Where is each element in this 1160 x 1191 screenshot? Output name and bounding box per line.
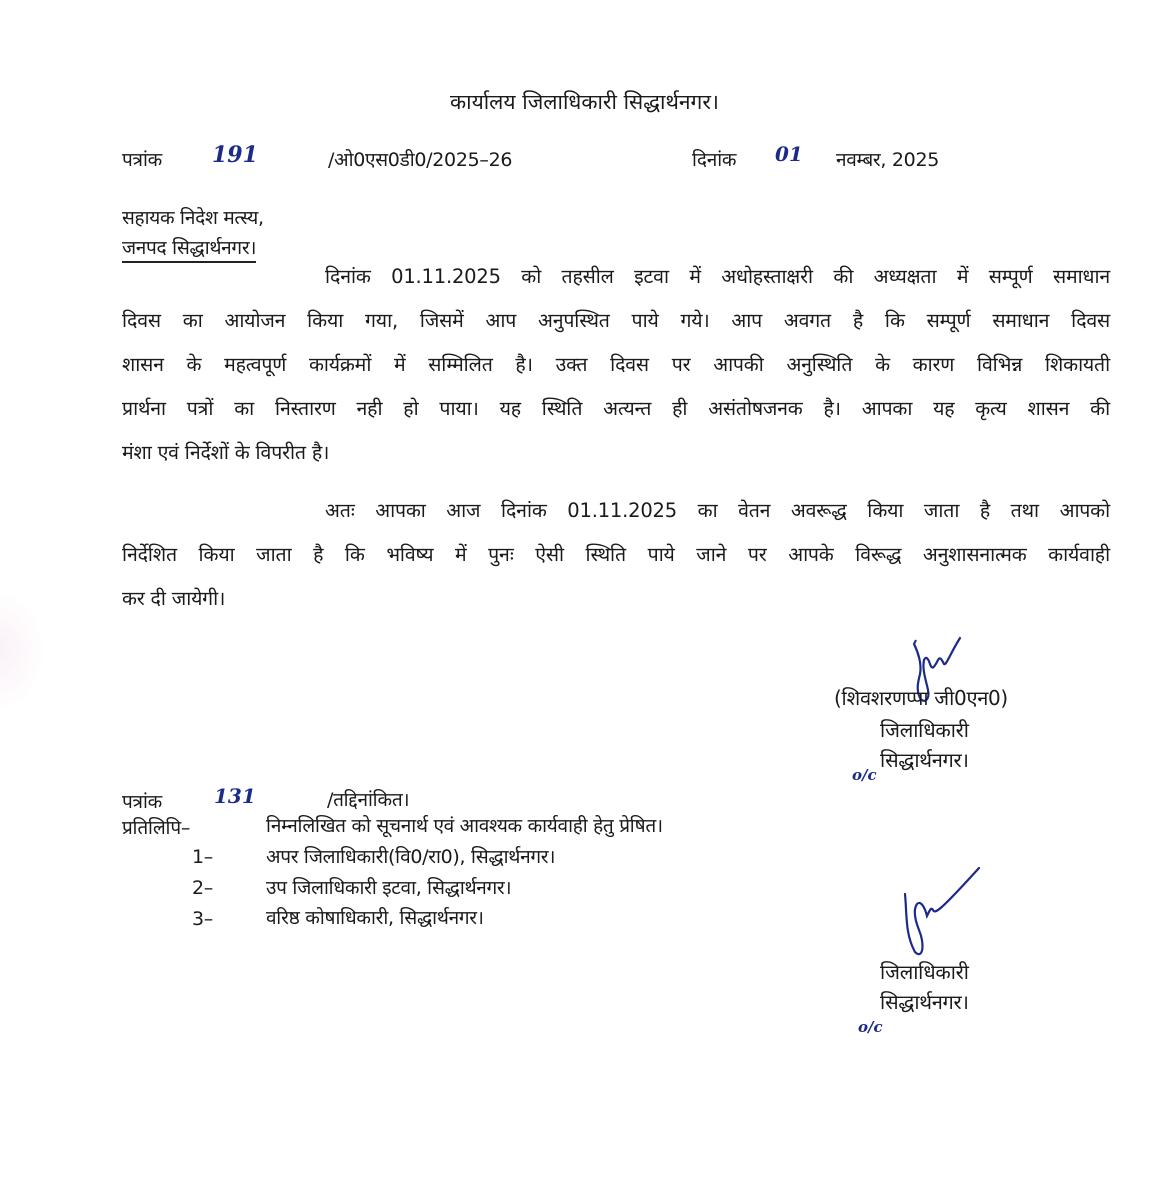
designation-2: जिलाधिकारी: [880, 960, 969, 984]
para1-line-2: दिवस का आयोजन किया गया, जिसमें आप अनुपस्थित पाये गये। आप अवगत है कि सम्पूर्ण समाधान दिवस: [122, 309, 1110, 332]
date-handwritten: 01: [775, 142, 803, 166]
para1-line-3: शासन के महत्वपूर्ण कार्यक्रमों में सम्मिलित है। उक्त दिवस पर आपकी अनुस्थिति के कारण विभिन्न शिकायती: [122, 353, 1110, 376]
para1-line-1: दिनांक 01.11.2025 को तहसील इटवा में अधोहस्ताक्षरी की अध्यक्षता में सम्पूर्ण समाधान: [325, 265, 1110, 288]
recipient-number: 1–: [192, 846, 213, 868]
office-title: कार्यालय जिलाधिकारी सिद्धार्थनगर।: [450, 90, 719, 114]
para2-line-2: निर्देशित किया जाता है कि भविष्य में पुनः ऐसी स्थिति पाये जाने पर आपके विरूद्ध अनुशासनात्मक कार्यवाही: [122, 543, 1110, 566]
signature-mark-2: [895, 864, 985, 964]
addressee-line-2: जनपद सिद्धार्थनगर।: [122, 234, 256, 263]
date-month-year: नवम्बर, 2025: [836, 149, 940, 171]
recipient-number: 2–: [192, 877, 213, 899]
recipient-text: उप जिलाधिकारी इटवा, सिद्धार्थनगर।: [266, 877, 512, 899]
recipient-text: वरिष्ठ कोषाधिकारी, सिद्धार्थनगर।: [266, 907, 484, 929]
place-2: सिद्धार्थनगर।: [880, 990, 969, 1014]
addressee-line-1: सहायक निदेश मत्स्य,: [122, 207, 264, 229]
copy-letter-number-handwritten: 131: [214, 784, 256, 808]
paper-stain: [0, 590, 45, 710]
initial-mark-2: o/c: [858, 1018, 883, 1036]
recipient-number: 3–: [192, 908, 213, 930]
letter-reference: /ओ0एस0डी0/2025–26: [328, 149, 513, 171]
para1-line-5: मंशा एवं निर्देशों के विपरीत है।: [122, 441, 330, 464]
date-label: दिनांक: [692, 149, 737, 171]
para2-line-3: कर दी जायेगी।: [122, 587, 226, 610]
copy-reference: /तद्दिनांकित।: [327, 789, 410, 811]
letter-number-label: पत्रांक: [122, 149, 162, 171]
signatory-designation: जिलाधिकारी: [880, 718, 969, 742]
signatory-name: (शिवशरणप्पा जी0एन0): [834, 686, 1008, 710]
signatory-place: सिद्धार्थनगर।: [880, 748, 969, 772]
copy-label: प्रतिलिपि–: [122, 817, 191, 839]
para1-line-4: प्रार्थना पत्रों का निस्तारण नही हो पाया। यह स्थिति अत्यन्त ही असंतोषजनक है। आपका यह कृत्य शासन की: [122, 397, 1110, 420]
letter-number-handwritten: 191: [212, 142, 258, 168]
initial-mark-1: o/c: [852, 766, 877, 784]
copy-letter-number-label: पत्रांक: [122, 791, 162, 813]
recipient-text: अपर जिलाधिकारी(वि0/रा0), सिद्धार्थनगर।: [266, 846, 556, 868]
para2-line-1: अतः आपका आज दिनांक 01.11.2025 का वेतन अवरूद्ध किया जाता है तथा आपको: [325, 499, 1110, 522]
copy-intro: निम्नलिखित को सूचनार्थ एवं आवश्यक कार्यवाही हेतु प्रेषित।: [266, 815, 663, 837]
